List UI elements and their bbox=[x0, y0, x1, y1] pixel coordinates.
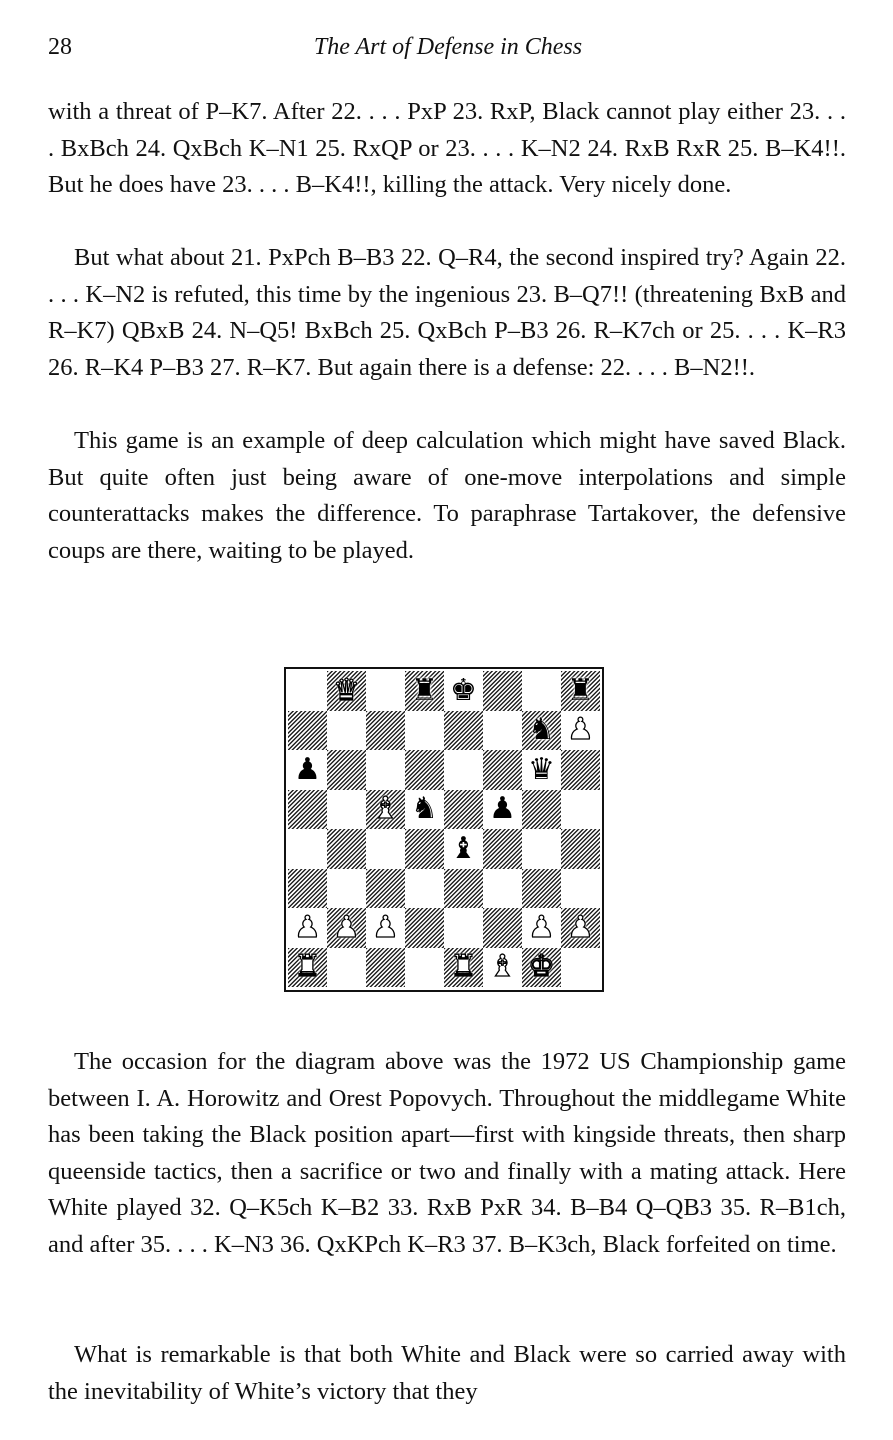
board-square bbox=[522, 790, 561, 830]
board-square bbox=[522, 869, 561, 909]
board-square bbox=[483, 671, 522, 711]
running-title: The Art of Defense in Chess bbox=[313, 34, 583, 60]
board-square bbox=[327, 790, 366, 830]
board-square bbox=[288, 869, 327, 909]
board-square bbox=[483, 948, 522, 988]
board-square bbox=[327, 948, 366, 988]
board-square bbox=[366, 908, 405, 948]
board-square bbox=[366, 711, 405, 751]
white-rook-icon: ♜ bbox=[450, 949, 477, 985]
board-square bbox=[483, 711, 522, 751]
board-square bbox=[483, 790, 522, 830]
board-square bbox=[522, 908, 561, 948]
paragraph: with a threat of P–K7. After 22. . . . PxP 23. RxP, Black cannot play either 23. . . . BxBch 24. QxBch K–N1 25. RxQP or 23. . . . K–N2 24. RxB RxR 25. B–K4!!. But he does have 23. . . . B–K4!!, killing the attack. Very nicely done. bbox=[48, 98, 846, 199]
board-square bbox=[327, 908, 366, 948]
board-square bbox=[561, 671, 600, 711]
board-square bbox=[405, 948, 444, 988]
white-pawn-icon: ♟ bbox=[528, 909, 555, 945]
paragraph: What is remarkable is that both White and Black were so carried away with the inevitability of White’s victory that they bbox=[48, 1341, 846, 1405]
board-square bbox=[405, 671, 444, 711]
board-square bbox=[405, 869, 444, 909]
board-square bbox=[327, 711, 366, 751]
white-bishop-icon: ♝ bbox=[372, 791, 399, 827]
board-square bbox=[288, 671, 327, 711]
board-square bbox=[522, 750, 561, 790]
board-square bbox=[366, 671, 405, 711]
board-square bbox=[561, 790, 600, 830]
board-square bbox=[288, 908, 327, 948]
board-square bbox=[561, 948, 600, 988]
white-pawn-icon: ♟ bbox=[333, 909, 360, 945]
black-knight-icon: ♞ bbox=[411, 791, 438, 827]
board-square bbox=[561, 711, 600, 751]
board-square bbox=[288, 829, 327, 869]
board-square bbox=[483, 829, 522, 869]
board-square bbox=[405, 908, 444, 948]
board-square bbox=[522, 711, 561, 751]
board-square bbox=[288, 948, 327, 988]
board-square bbox=[288, 750, 327, 790]
board-square bbox=[561, 908, 600, 948]
board-square bbox=[522, 948, 561, 988]
board-square bbox=[288, 790, 327, 830]
board-square bbox=[327, 869, 366, 909]
black-pawn-icon: ♟ bbox=[294, 751, 321, 787]
page-number: 28 bbox=[48, 34, 72, 60]
chess-board bbox=[288, 671, 600, 987]
board-square bbox=[288, 711, 327, 751]
board-square bbox=[444, 750, 483, 790]
board-square bbox=[483, 869, 522, 909]
board-square bbox=[483, 908, 522, 948]
board-square bbox=[405, 750, 444, 790]
black-knight-icon: ♞ bbox=[528, 712, 555, 748]
black-pawn-icon: ♟ bbox=[489, 791, 516, 827]
board-square bbox=[405, 829, 444, 869]
board-square bbox=[522, 829, 561, 869]
board-square bbox=[405, 711, 444, 751]
board-square bbox=[366, 948, 405, 988]
board-square bbox=[366, 750, 405, 790]
board-square bbox=[444, 790, 483, 830]
chess-diagram bbox=[284, 667, 604, 992]
black-king-icon: ♚ bbox=[450, 672, 477, 708]
white-pawn-icon: ♟ bbox=[372, 909, 399, 945]
paragraph: But what about 21. PxPch B–B3 22. Q–R4, the second inspired try? Again 22. . . . K–N2 is refuted, this time by the ingenious 23. B–Q7!! (threatening BxB and R–K7) QBxB 24. N–Q5! BxBch 25. QxBch P–B3 26. R–K7ch or 25. . . . K–R3 26. R–K4 P–B3 27. R–K7. But again there is a defense: 22. . . . B–N2!!. bbox=[48, 244, 846, 381]
paragraph: This game is an example of deep calculation which might have saved Black. But quite often just being aware of one-move interpolations and simple counterattacks makes the difference. To paraphrase Tartakover, the defensive coups are there, waiting to be played. bbox=[48, 427, 846, 564]
page-header bbox=[48, 34, 848, 66]
board-square bbox=[444, 869, 483, 909]
white-queen-icon: ♛ bbox=[333, 672, 360, 708]
board-square bbox=[327, 829, 366, 869]
white-pawn-icon: ♟ bbox=[294, 909, 321, 945]
board-square bbox=[561, 869, 600, 909]
white-rook-icon: ♜ bbox=[294, 949, 321, 985]
board-square bbox=[327, 671, 366, 711]
black-rook-icon: ♜ bbox=[567, 672, 594, 708]
board-square bbox=[327, 750, 366, 790]
board-square bbox=[444, 908, 483, 948]
black-bishop-icon: ♝ bbox=[450, 830, 477, 866]
board-square bbox=[444, 711, 483, 751]
white-bishop-icon: ♝ bbox=[489, 949, 516, 985]
black-queen-icon: ♛ bbox=[528, 751, 555, 787]
board-square bbox=[366, 869, 405, 909]
black-rook-icon: ♜ bbox=[411, 672, 438, 708]
board-square bbox=[366, 790, 405, 830]
board-square bbox=[561, 829, 600, 869]
white-pawn-icon: ♟ bbox=[567, 712, 594, 748]
board-square bbox=[444, 671, 483, 711]
board-square bbox=[561, 750, 600, 790]
board-square bbox=[522, 671, 561, 711]
board-square bbox=[483, 750, 522, 790]
board-square bbox=[444, 829, 483, 869]
white-king-icon: ♚ bbox=[528, 949, 555, 985]
paragraph: The occasion for the diagram above was the 1972 US Championship game between I. A. Horowitz and Orest Popovych. Throughout the middlegame White has been taking the Black position apart—first with kingside threats, then sharp queenside tactics, then a sacrifice or two and finally with a mating attack. Here White played 32. Q–K5ch K–B2 33. RxB PxR 34. B–B4 Q–QB3 35. R–B1ch, and after 35. . . . K–N3 36. QxKPch K–R3 37. B–K3ch, Black forfeited on time. bbox=[48, 1048, 846, 1258]
white-pawn-icon: ♟ bbox=[567, 909, 594, 945]
board-square bbox=[366, 829, 405, 869]
board-square bbox=[444, 948, 483, 988]
board-square bbox=[405, 790, 444, 830]
